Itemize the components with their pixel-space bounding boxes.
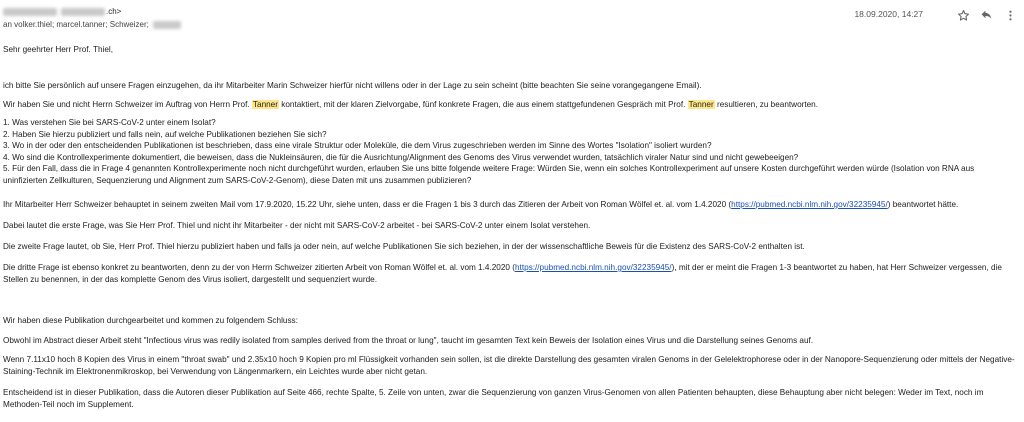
list-item: 4. Wo sind die Kontrollexperimente dokumentiert, die beweisen, dass die Nukleinsäuren, die für die Ausrichtung/Alignment des Genoms des Virus verwendet wurden, tatsächlich viraler Natur sind und nicht gewebeeigen? xyxy=(3,152,799,162)
paragraph-copies: Wenn 7.11x10 hoch 8 Kopien des Virus in einem "throat swab" und 2.35x10 hoch 9 Kopien pro ml Flüssigkeit vorhanden sein sollen, ist die direkte Darstellung des gesamten viralen Genoms in der Gelelektrophorese oder in der Nanopore-Sequenzierung oder mittels der Negative-Staining-Technik im Elektronenmikroskop, bei Verwendung von Längenmarkern, ein Leichtes wurde aber nicht getan. xyxy=(3,355,1015,376)
paragraph-claim: Ihr Mitarbeiter Herr Schweizer behauptet in seinem zweiten Mail vom 17.9.2020, 15.22 Uhr, siehe unten, dass er die Fragen 1 bis 3 durch das Zitieren der Arbeit von Roman Wölfel et. al. vom 1.4.2020 (https://pubmed.ncbi.nlm.nih.gov/32235945/) beantwortet hätte. xyxy=(3,200,959,209)
more-icon[interactable] xyxy=(1002,7,1018,23)
reply-icon[interactable] xyxy=(978,7,994,23)
recipients-line xyxy=(3,20,181,29)
sender-address-suffix: .ch> xyxy=(106,7,122,16)
to-label: an xyxy=(3,20,12,29)
pubmed-link[interactable]: https://pubmed.ncbi.nlm.nih.gov/32235945/ xyxy=(731,200,888,209)
redacted-recipient xyxy=(153,21,181,29)
greeting: Sehr geehrter Herr Prof. Thiel, xyxy=(3,45,113,54)
paragraph-request: ich bitte Sie persönlich auf unsere Fragen einzugehen, da ihr Mitarbeiter Marin Schweizer hierfür nicht willens oder in der Lage zu sein scheint (bitte beachten Sie seine vorangegangene Email). xyxy=(3,81,702,90)
search-highlight: Tanner xyxy=(252,100,278,109)
search-highlight: Tanner xyxy=(688,100,714,109)
email-header xyxy=(3,7,1021,35)
question-list xyxy=(3,117,1019,187)
paragraph-decisive: Entscheidend ist in dieser Publikation, dass die Autoren dieser Publikation auf Seite 466, rechte Spalte, 5. Zeile von unten, zwar die Sequenzierung von ganzen Virus-Genomen von allen Patienten behaupten, diese Behauptung aber nicht belegen: Weder im Text, noch im Methoden-Teil noch im Supplement. xyxy=(3,388,984,409)
paragraph-abstract: Obwohl im Abstract dieser Arbeit steht "Infectious virus was redily isolated from samples derived from the throat or lung", taucht im gesamten Text kein Beweis der Isolation eines Virus und die Darstellung seines Genoms auf. xyxy=(3,336,814,345)
sender-line xyxy=(3,7,121,16)
email-date: 18.09.2020, 14:27 xyxy=(854,9,923,19)
pubmed-link[interactable]: https://pubmed.ncbi.nlm.nih.gov/32235945/ xyxy=(514,263,672,272)
paragraph-first-question: Dabei lautet die erste Frage, was Sie Herr Prof. Thiel und nicht ihr Mitarbeiter - der nicht mit SARS-CoV-2 arbeitet - bei SARS-CoV-2 unter einem Isolat verstehen. xyxy=(3,221,591,230)
paragraph-conclusion-intro: Wir haben diese Publikation durchgearbeitet und kommen zu folgendem Schluss: xyxy=(3,316,298,325)
recipients[interactable]: volker.thiel; marcel.tanner; Schweizer; xyxy=(14,20,149,29)
list-item: 1. Was verstehen Sie bei SARS-CoV-2 unter einem Isolat? xyxy=(3,118,216,127)
paragraph-second-question: Die zweite Frage lautet, ob Sie, Herr Prof. Thiel hierzu publiziert haben und falls ja oder nein, auf welche Publikationen Sie sich beziehen, in der der wissenschaftliche Beweis für die Existenz des SARS-CoV-2 enthalten ist. xyxy=(3,242,805,251)
star-icon[interactable] xyxy=(955,7,971,23)
paragraph-contacted: Wir haben Sie und nicht Herrn Schweizer im Auftrag von Herrn Prof. Tanner kontaktiert, mit der klaren Zielvorgabe, fünf konkrete Fragen, die aus einem stattgefundenen Gespräch mit Prof. Tanner resultieren, zu beantworten. xyxy=(3,100,819,109)
list-item: 2. Haben Sie hierzu publiziert und falls nein, auf welche Publikationen beziehen Sie sich? xyxy=(3,129,327,139)
redacted-sender-name xyxy=(3,8,57,16)
redacted-sender-domain xyxy=(61,8,105,16)
paragraph-third-question: Die dritte Frage ist ebenso konkret zu beantworten, denn zu der von Herrn Schweizer zitierten Arbeit von Roman Wölfel et. al. vom 1.4.2020 (https://pubmed.ncbi.nlm.nih.gov/32235945/), mit der er meint die Fragen 1-3 beantwortet zu haben, hat Herr Schweizer vergessen, die Stellen zu benennen, in der das komplette Genom des Virus isoliert, dargestellt und sequenziert wurde. xyxy=(3,263,1002,284)
list-item: 3. Wo in der oder den entscheidenden Publikationen ist beschrieben, dass eine virale Struktur oder Moleküle, die dem Virus zugeschrieben werden im Sinne des Wortes "Isolation" isoliert wurden? xyxy=(3,141,712,151)
list-item: 5. Für den Fall, dass die in Frage 4 genannten Kontrollexperimente noch nicht durchgeführt wurden, erlauben Sie uns bitte folgende weitere Frage: Würden Sie, wenn ein solches Kontrollexperiment auf unsere Kosten durchgeführt werden würde (Isolation von RNA aus uninfizierten Zellkulturen, Sequenzierung und Alignment zum SARS-CoV-2-Genom), diese Daten mit uns zusammen publizieren? xyxy=(3,164,975,185)
